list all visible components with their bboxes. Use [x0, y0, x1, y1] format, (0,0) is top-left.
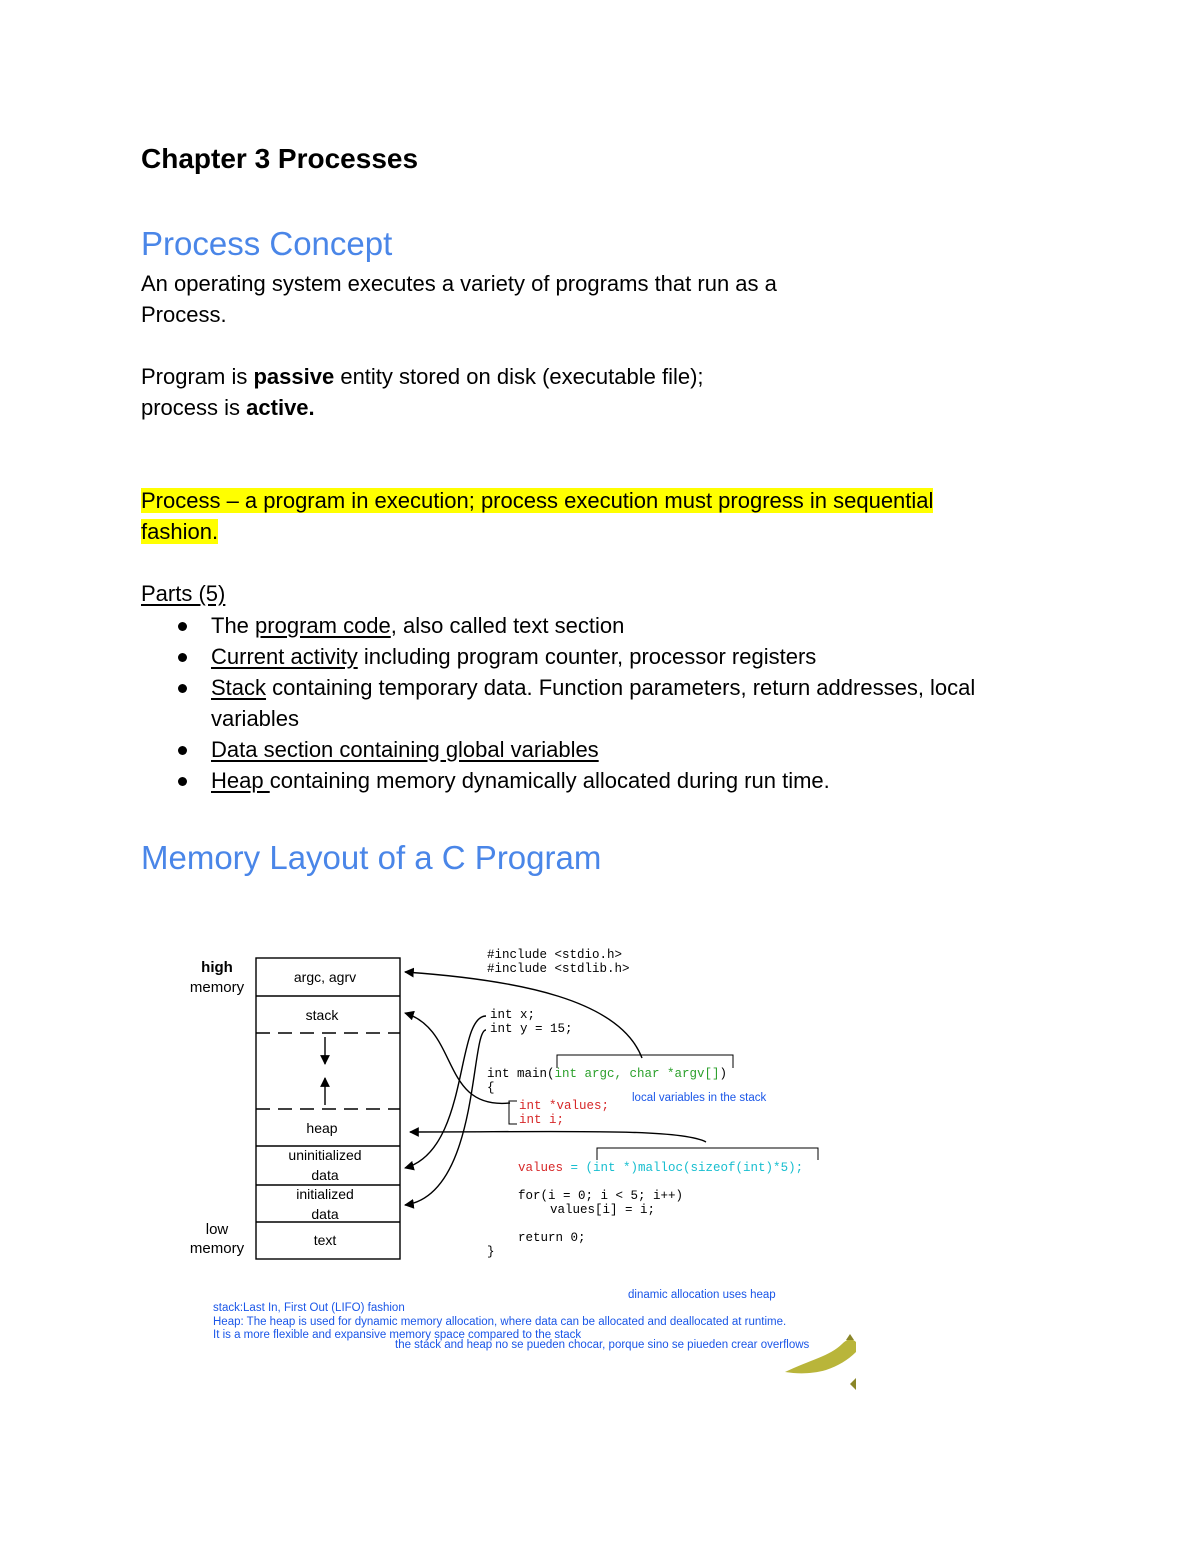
- code-main-args: int argc, char *argv[]: [554, 1067, 720, 1081]
- chapter-title: Chapter 3 Processes: [141, 143, 419, 174]
- code-values-assign: values: [518, 1161, 564, 1175]
- highlight-line-1: Process – a program in execution; process execution must progress in sequential: [141, 488, 934, 513]
- parts-label-text: Parts (5): [141, 581, 226, 606]
- bullet-text-pre: The: [211, 613, 256, 638]
- code-int-y: int y = 15;: [490, 1022, 573, 1036]
- program-text-post: entity stored on disk (executable file);: [334, 364, 704, 389]
- block-heap: heap: [306, 1120, 338, 1136]
- code-main: [487, 1067, 727, 1081]
- code-malloc-line: [518, 1161, 803, 1175]
- block-stack: stack: [305, 1007, 339, 1023]
- section-heading-process-concept: Process Concept: [141, 225, 393, 262]
- note-local-vars: local variables in the stack: [632, 1092, 767, 1104]
- low-label: low: [205, 1221, 229, 1238]
- code-main-pre: int main(: [487, 1067, 555, 1081]
- code-values-i: values[i] = i;: [550, 1203, 656, 1217]
- code-brace-open: {: [487, 1081, 495, 1095]
- code-main-post: ): [719, 1067, 728, 1081]
- high-label: high: [201, 959, 233, 976]
- code-values-decl: int *values;: [519, 1099, 610, 1113]
- block-init-1: initialized: [296, 1186, 354, 1202]
- program-bold: passive: [253, 364, 335, 389]
- block-uninit-1: uninitialized: [288, 1147, 362, 1163]
- bullet-text-post: , also called text section: [390, 613, 625, 638]
- memory-label-low: memory: [189, 1240, 245, 1257]
- block-text: text: [313, 1232, 337, 1248]
- program-text-pre: Program is: [141, 364, 254, 389]
- process-text-pre: process is: [141, 395, 247, 420]
- block-uninit-2: data: [311, 1167, 339, 1183]
- code-brace-close: }: [487, 1245, 495, 1259]
- highlight-line-2: fashion.: [141, 519, 219, 544]
- intro-line-2: Process.: [141, 302, 227, 327]
- bullet-text-post: containing temporary data. Function parameters, return addresses, local variables: [211, 675, 976, 731]
- bullet-underlined: Stack: [211, 675, 267, 700]
- code-for: for(i = 0; i < 5; i++): [518, 1189, 684, 1203]
- section-heading-memory-layout: Memory Layout of a C Program: [141, 839, 602, 876]
- note-lifo: stack:Last In, First Out (LIFO) fashion: [213, 1302, 405, 1314]
- bullet-text-post: including program counter, processor registers: [357, 644, 817, 669]
- note-chocar: the stack and heap no se pueden chocar, porque sino se piueden crear overflows: [395, 1339, 810, 1351]
- code-return: return 0;: [518, 1231, 586, 1245]
- code-include-stdio: #include <stdio.h>: [487, 948, 623, 962]
- process-bold: active.: [246, 395, 315, 420]
- bullet-underlined: program code: [255, 613, 391, 638]
- code-i-decl: int i;: [519, 1113, 565, 1127]
- bullet-underlined: Data section containing global variables: [211, 737, 599, 762]
- memory-label-high: memory: [189, 979, 245, 996]
- code-malloc: (int *)malloc(sizeof(int)*5);: [585, 1161, 804, 1175]
- bullet-underlined: Current activity: [211, 644, 358, 669]
- code-include-stdlib: #include <stdlib.h>: [487, 962, 630, 976]
- bullet-text-post: containing memory dynamically allocated during run time.: [269, 768, 830, 793]
- intro-line-1: An operating system executes a variety of programs that run as a: [141, 271, 777, 296]
- code-int-x: int x;: [490, 1008, 536, 1022]
- note-dinamic: dinamic allocation uses heap: [628, 1289, 776, 1301]
- note-heap-1: Heap: The heap is used for dynamic memory allocation, where data can be allocated and deallocated at runtime.: [213, 1316, 787, 1328]
- block-argc: argc, agrv: [293, 969, 357, 985]
- note-heap-2: It is a more flexible and expansive memory space compared to the stack: [213, 1329, 582, 1341]
- block-init-2: data: [311, 1206, 339, 1222]
- code-eq: =: [563, 1161, 586, 1175]
- bullet-underlined: Heap: [211, 768, 270, 793]
